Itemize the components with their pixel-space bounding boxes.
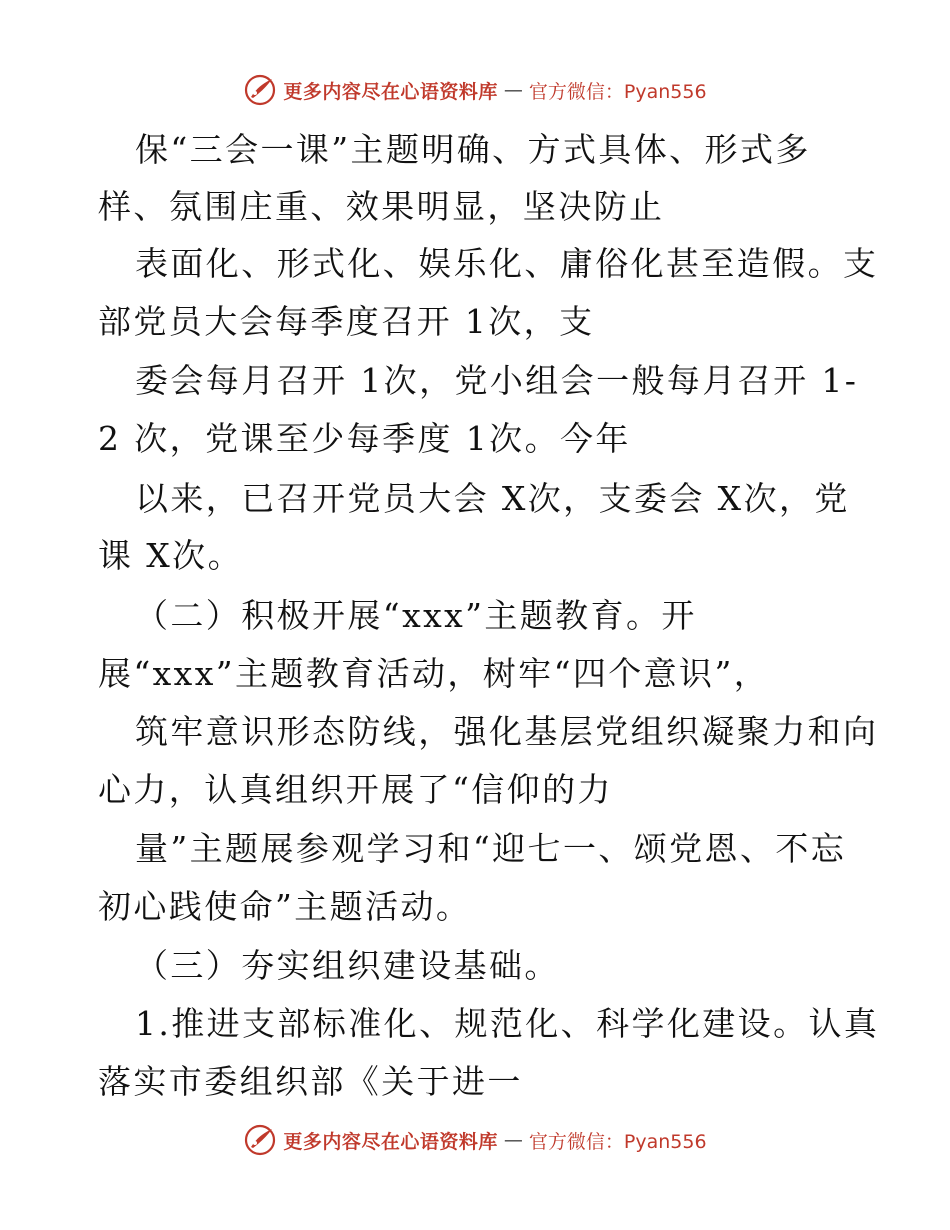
body-line: 初心践使命”主题活动。 <box>98 887 472 926</box>
body-line: 1.推进支部标准化、规范化、科学化建设。认真 <box>135 1004 880 1043</box>
body-line: 落实市委组织部《关于进一 <box>98 1062 523 1101</box>
watermark-main-text: 更多内容尽在心语资料库 <box>283 80 498 103</box>
watermark-separator: — <box>503 79 523 101</box>
watermark-main-text: 更多内容尽在心语资料库 <box>283 1130 498 1153</box>
quill-logo-icon <box>243 1123 277 1157</box>
body-line: （二）积极开展“xxx”主题教育。开 <box>135 596 697 635</box>
body-line: 以来，已召开党员大会 X次，支委会 X次，党 <box>135 479 850 518</box>
body-line: 部党员大会每季度召开 1次，支 <box>98 302 595 341</box>
body-line: 委会每月召开 1次，党小组会一般每月召开 1- <box>135 361 859 400</box>
body-line: 心力，认真组织开展了“信仰的力 <box>98 770 613 809</box>
watermark-wechat-text: 官方微信：Pyan556 <box>528 1130 707 1153</box>
body-line: 量”主题展参观学习和“迎七一、颂党恩、不忘 <box>135 829 847 868</box>
quill-logo-icon <box>243 73 277 107</box>
body-line: 保“三会一课”主题明确、方式具体、形式多 <box>135 130 811 169</box>
body-line: （三）夯实组织建设基础。 <box>135 946 560 985</box>
body-line: 表面化、形式化、娱乐化、庸俗化甚至造假。支 <box>135 244 879 283</box>
body-line: 展“xxx”主题教育活动，树牢“四个意识”， <box>98 654 770 693</box>
body-line: 2 次，党课至少每季度 1次。今年 <box>98 419 631 458</box>
body-line: 课 X次。 <box>98 536 243 575</box>
body-line: 样、氛围庄重、效果明显，坚决防止 <box>98 187 665 226</box>
watermark-banner-bottom <box>0 1120 950 1160</box>
watermark-banner-top <box>0 70 950 110</box>
watermark-wechat-text: 官方微信：Pyan556 <box>528 80 707 103</box>
watermark-separator: — <box>503 1129 523 1151</box>
body-line: 筑牢意识形态防线，强化基层党组织凝聚力和向 <box>135 712 879 751</box>
